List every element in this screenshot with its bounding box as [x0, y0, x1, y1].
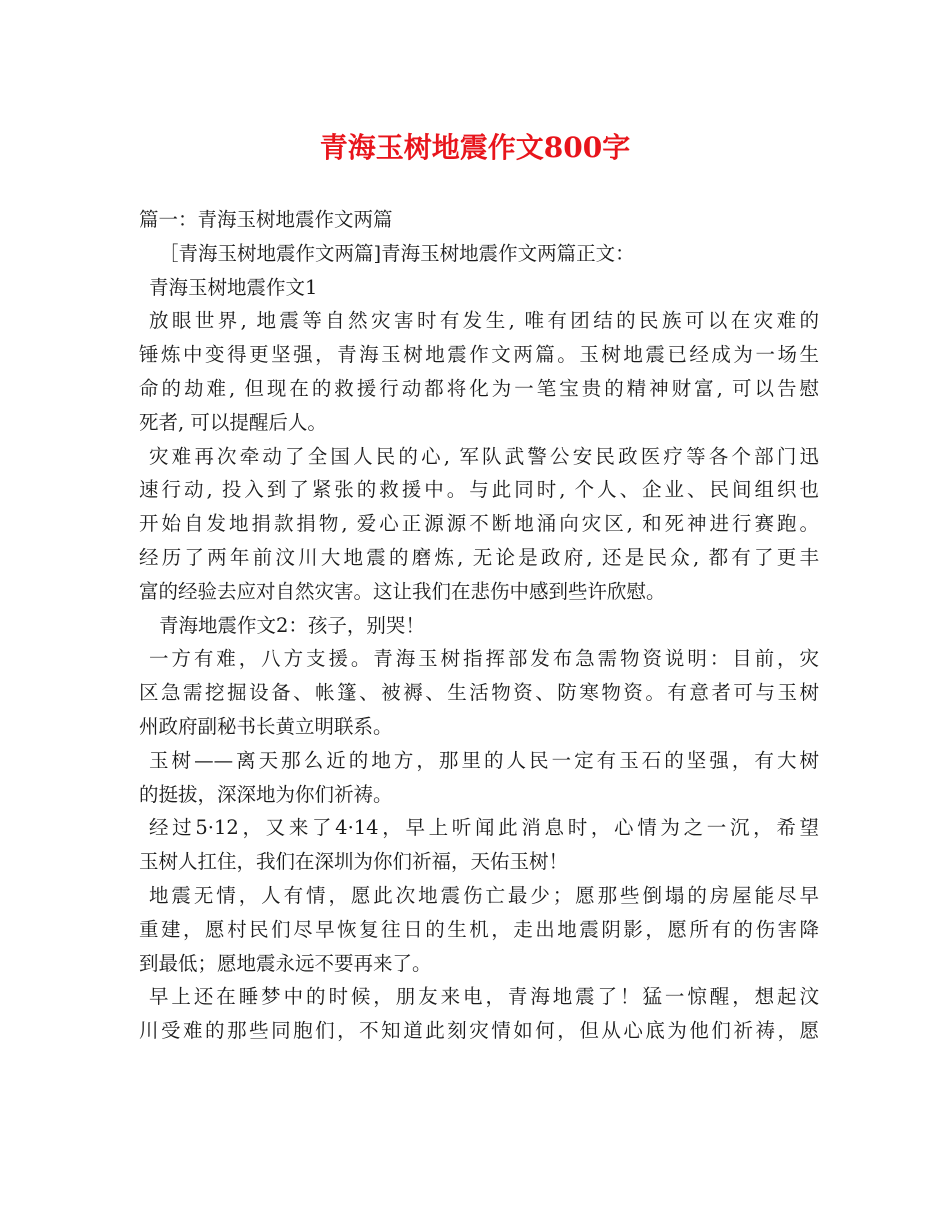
paragraph-line: 灾难再次牵动了全国人民的心, 军队武警公安民政医疗等各个部门迅: [149, 444, 819, 468]
paragraph-line: 到最低；愿地震永远不要再来了。: [139, 951, 432, 975]
paragraph-line: 富的经验去应对自然灾害。这让我们在悲伤中感到些许欣慰。: [139, 579, 666, 603]
essay-heading: 青海玉树地震作文1: [149, 275, 318, 299]
section-heading: 篇一：青海玉树地震作文两篇: [139, 208, 393, 231]
paragraph-line: 区急需挖掘设备、帐篷、被褥、生活物资、防寒物资。有意者可与玉树: [139, 681, 819, 705]
paragraph-line: 玉树——离天那么近的地方，那里的人民一定有玉石的坚强，有大树: [149, 748, 819, 772]
paragraph-line: 的挺拔，深深地为你们祈祷。: [139, 782, 393, 806]
paragraph-line: 命的劫难, 但现在的救援行动都将化为一笔宝贵的精神财富, 可以告慰: [139, 376, 819, 400]
paragraph-line: 川受难的那些同胞们，不知道此刻灾情如何，但从心底为他们祈祷，愿: [139, 1019, 819, 1043]
paragraph-line: 一方有难，八方支援。青海玉树指挥部发布急需物资说明：目前，灾: [149, 647, 819, 671]
paragraph-line: 早上还在睡梦中的时候，朋友来电，青海地震了！猛一惊醒，想起汶: [149, 985, 819, 1009]
paragraph-line: 经过5·12，又来了4·14，早上听闻此消息时，心情为之一沉，希望: [149, 816, 819, 840]
essay-heading: 青海地震作文2：孩子，别哭！: [159, 613, 425, 637]
paragraph-line: 地震无情，人有情，愿此次地震伤亡最少；愿那些倒塌的房屋能尽早: [149, 883, 819, 907]
paragraph-line: 重建，愿村民们尽早恢复往日的生机，走出地震阴影，愿所有的伤害降: [139, 917, 819, 941]
document-body: [139, 203, 819, 1048]
paragraph-line: 锤炼中变得更坚强，青海玉树地震作文两篇。玉树地震已经成为一场生: [139, 343, 819, 367]
paragraph-line: 速行动, 投入到了紧张的救援中。与此同时, 个人、企业、民间组织也: [139, 478, 819, 502]
document-title: 青海玉树地震作文800字: [319, 131, 631, 164]
paragraph-line: 死者, 可以提醒后人。: [139, 410, 327, 434]
paragraph-line: 开始自发地捐款捐物, 爱心正源源不断地涌向灾区, 和死神进行赛跑。: [139, 512, 819, 536]
paragraph-line: 玉树人扛住，我们在深圳为你们祈福，天佑玉树！: [139, 850, 569, 874]
paragraph-line: 经历了两年前汶川大地震的磨炼, 无论是政府, 还是民众, 都有了更丰: [139, 545, 819, 569]
subtitle-line: ［青海玉树地震作文两篇]青海玉树地震作文两篇正文：: [159, 241, 635, 265]
paragraph-line: 州政府副秘书长黄立明联系。: [139, 714, 393, 738]
paragraph-line: 放眼世界, 地震等自然灾害时有发生, 唯有团结的民族可以在灾难的: [149, 309, 819, 333]
